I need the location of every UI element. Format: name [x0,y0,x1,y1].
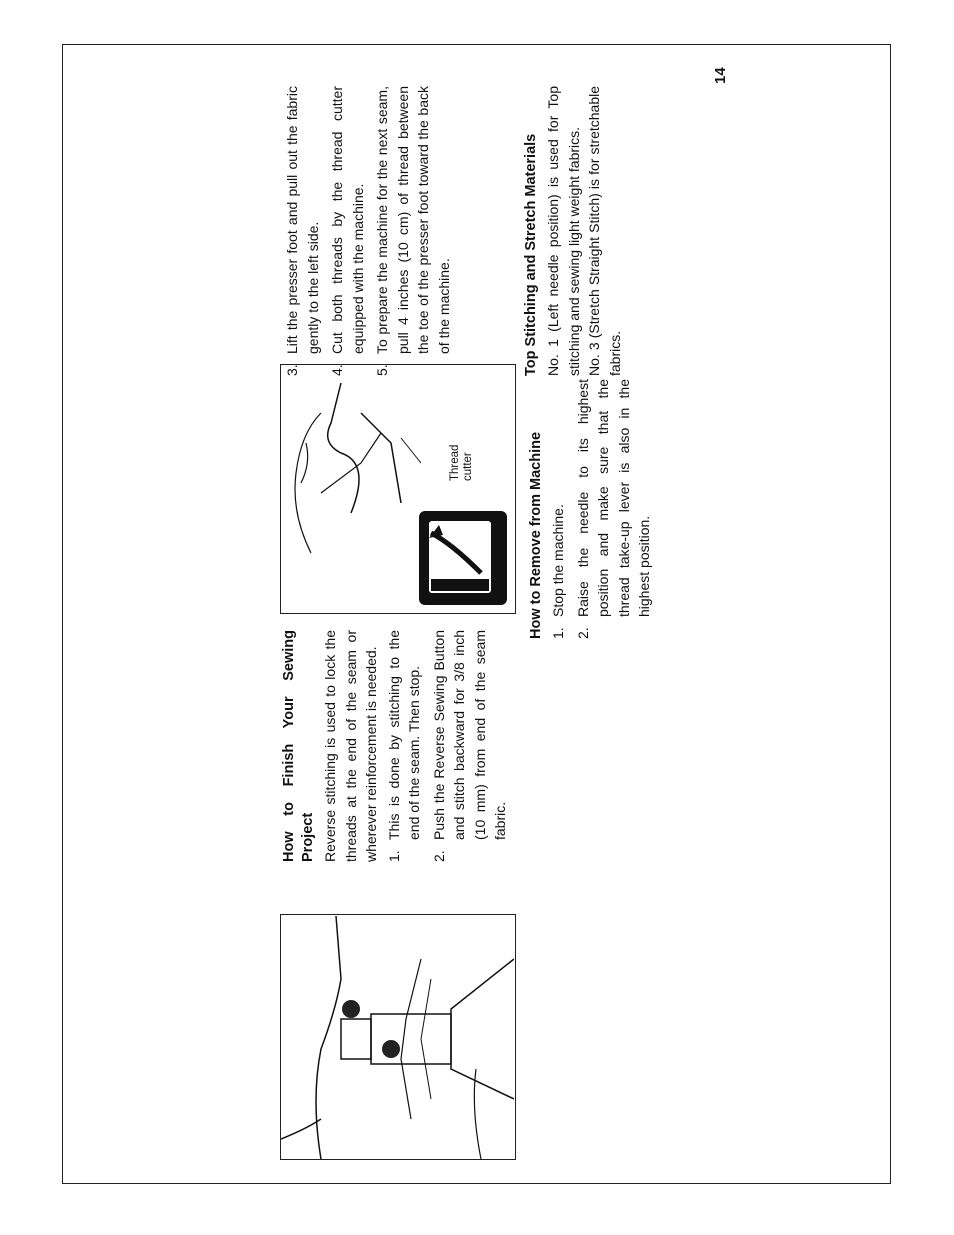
page-content [62,44,891,1184]
presser-foot-illustration [280,914,516,1160]
top-stitch-heading: Top Stitching and Stretch Materials [523,133,539,376]
finish-heading: How to Finish Your Sewing Project [281,630,316,862]
continued-steps-section [280,86,458,376]
remove-steps [548,379,655,639]
continued-steps [282,86,454,376]
presser-foot-drawing [281,916,514,1159]
finish-section [280,630,515,862]
list-item: 1. Stop the machine. [550,504,566,639]
thread-cutter-illustration [280,364,516,614]
thread-cutter-label: Thread cutter [449,444,474,481]
list-item: 5. To prepare the machine for the next seam, pull 4 inches (10 cm) of thread between the toe of the presser foot toward the back of the machine. [374,86,452,376]
thread-cutter-drawing [281,366,514,613]
top-stitch-section [522,86,625,376]
top-stitch-line-2: No. 3 (Stretch Straight Stitch) is for stretchable fabrics. [586,86,623,376]
top-stitch-line-1: No. 1 (Left needle position) is used for Top stitching and sewing light weight fabrics. [545,86,582,376]
remove-heading: How to Remove from Machine [528,431,544,639]
remove-section [527,379,659,639]
rotated-page [62,44,891,1184]
list-item: 1. This is done by stitching to the end of the seam. Then stop. [385,630,422,862]
finish-intro: Reverse stitching is used to lock the threads at the end of the seam or wherever reinforcement is needed. [322,630,379,862]
page-number: 14 [712,67,729,84]
list-item: 3. Lift the presser foot and pull out the fabric gently to the left side. [284,86,321,376]
list-item: 4. Cut both threads by the thread cutter equipped with the machine. [329,86,366,376]
list-item: 2. Raise the needle to its highest position and make sure that the thread take-up lever is also in the highest position. [574,379,652,639]
list-item: 2. Push the Reverse Sewing Button and stitch backward for 3/8 inch (10 mm) from end of the seam fabric. [430,630,508,862]
finish-steps [384,630,511,862]
